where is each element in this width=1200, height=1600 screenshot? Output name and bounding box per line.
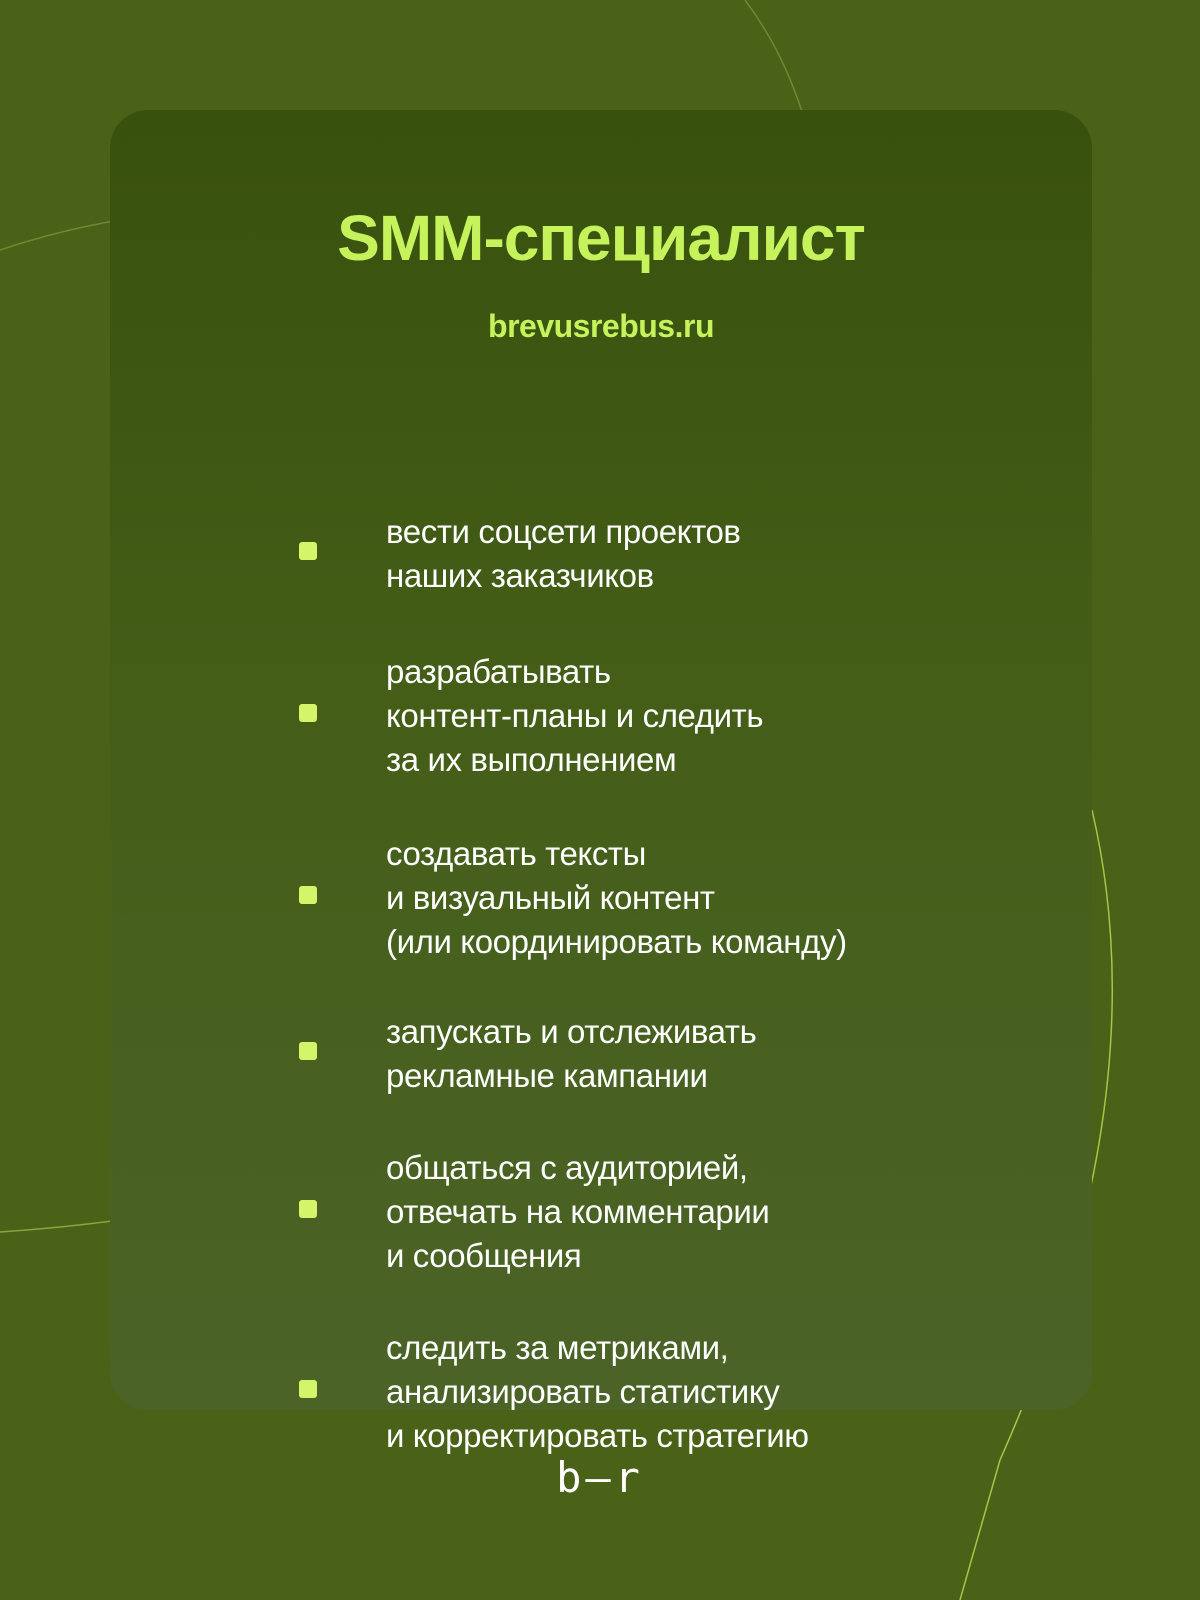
bullet-square-icon — [299, 886, 317, 904]
bullet-square-icon — [299, 704, 317, 722]
bullet-square-icon — [299, 542, 317, 560]
list-item-text: общаться с аудиторией, отвечать на комментарии и сообщения — [386, 1149, 770, 1274]
page-title: SMM-специалист — [337, 202, 865, 274]
bullet-square-icon — [299, 1200, 317, 1218]
bullet-square-icon — [299, 1380, 317, 1398]
bullet-square-icon — [299, 1042, 317, 1060]
bg-arc-left-bottom — [0, 1220, 120, 1232]
list-item-text: создавать тексты и визуальный контент (или координировать команду) — [386, 835, 847, 960]
list-item-text: разрабатывать контент-планы и следить за их выполнением — [386, 653, 764, 778]
bg-arc-left-top — [0, 220, 120, 250]
website-link: brevusrebus.ru — [488, 308, 714, 344]
content-card — [110, 110, 1092, 1454]
list-item-text: запускать и отслеживать рекламные кампании — [386, 1013, 757, 1094]
list-item-text: следить за метриками, анализировать статистику и корректировать стратегию — [386, 1329, 809, 1454]
list-item-text: вести соцсети проектов наших заказчиков — [386, 513, 741, 594]
brand-logo: b–r — [556, 1453, 644, 1502]
